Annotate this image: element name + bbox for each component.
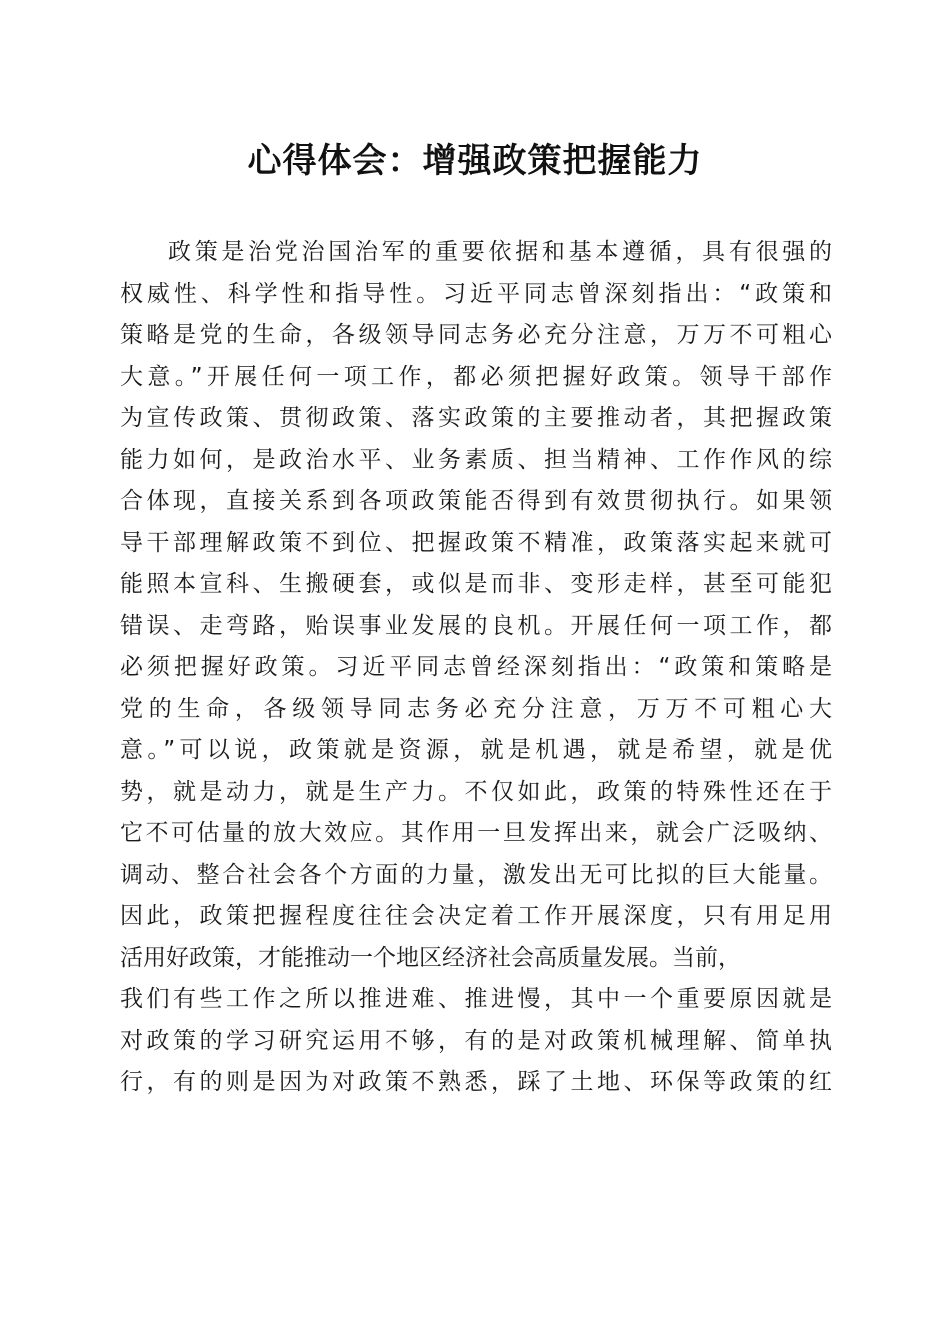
paragraph-line: 大意。”开展任何一项工作，都必须把握好政策。领导干部作 (120, 363, 832, 390)
paragraph-line: 策略是党的生命，各级领导同志务必充分注意，万万不可粗心 (120, 322, 832, 348)
paragraph-line: 必须把握好政策。习近平同志曾经深刻指出：“政策和策略是 (120, 654, 832, 680)
paragraph-line: 意。”可以说，政策就是资源，就是机遇，就是希望，就是优 (120, 737, 832, 763)
paragraph-line: 对政策的学习研究运用不够，有的是对政策机械理解、简单执 (120, 1027, 832, 1054)
paragraph-line: 因此，政策把握程度往往会决定着工作开展深度，只有用足用 (120, 903, 832, 929)
paragraph-line: 党的生命，各级领导同志务必充分注意，万万不可粗心大 (120, 695, 832, 722)
paragraph-line: 势，就是动力，就是生产力。不仅如此，政策的特殊性还在于 (120, 778, 832, 805)
paragraph-line: 能力如何，是政治水平、业务素质、担当精神、工作作风的综 (120, 446, 832, 473)
paragraph-line: 权威性、科学性和指导性。习近平同志曾深刻指出：“政策和 (120, 280, 832, 307)
paragraph-line: 错误、走弯路，贻误事业发展的良机。开展任何一项工作，都 (120, 612, 832, 639)
document-body (120, 232, 832, 1104)
paragraph-line: 调动、整合社会各个方面的力量，激发出无可比拟的巨大能量。 (120, 861, 832, 888)
paragraph-line: 行，有的则是因为对政策不熟悉，踩了土地、环保等政策的红 (120, 1069, 832, 1095)
paragraph-line: 导干部理解政策不到位、把握政策不精准，政策落实起来就可 (120, 529, 832, 556)
document-title: 心得体会：增强政策把握能力 (247, 141, 703, 181)
paragraph-line: 政策是治党治国治军的重要依据和基本遵循，具有很强的 (168, 239, 832, 265)
paragraph-line: 能照本宣科、生搬硬套，或似是而非、变形走样，甚至可能犯 (120, 571, 832, 597)
paragraph-line: 我们有些工作之所以推进难、推进慢，其中一个重要原因就是 (120, 986, 832, 1012)
paragraph-line: 合体现，直接关系到各项政策能否得到有效贯彻执行。如果领 (120, 488, 832, 514)
paragraph-line: 活用好政策，才能推动一个地区经济社会高质量发展。当前， (120, 944, 741, 971)
paragraph-line: 为宣传政策、贯彻政策、落实政策的主要推动者，其把握政策 (120, 405, 832, 431)
paragraph-line: 它不可估量的放大效应。其作用一旦发挥出来，就会广泛吸纳、 (120, 820, 832, 846)
